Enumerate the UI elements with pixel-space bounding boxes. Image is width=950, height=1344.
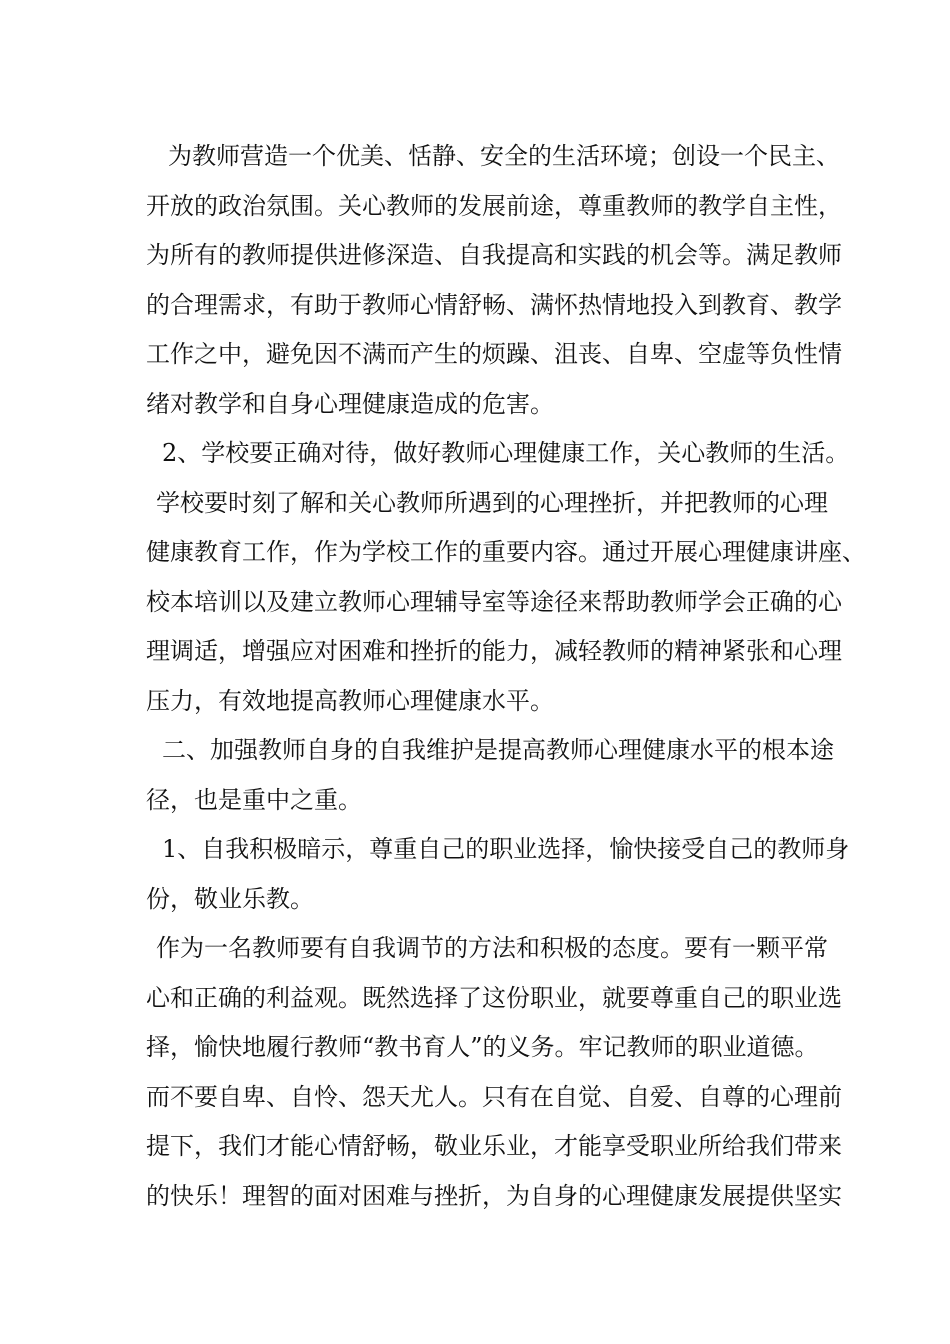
text-line: 理调适，增强应对困难和挫折的能力，减轻教师的精神紧张和心理 <box>146 637 842 665</box>
text-line: 提下，我们才能心情舒畅，敬业乐业，才能享受职业所给我们带来 <box>146 1132 842 1160</box>
text-line: 二、加强教师自身的自我维护是提高教师心理健康水平的根本途 <box>162 736 834 764</box>
text-line: 而不要自卑、自怜、怨天尤人。只有在自觉、自爱、自尊的心理前 <box>146 1082 842 1111</box>
text-line: 择，愉快地履行教师“教书育人”的义务。牢记教师的职业道德。 <box>146 1033 819 1061</box>
document-body <box>146 132 866 1221</box>
text-line: 份，敬业乐教。 <box>146 884 314 913</box>
text-line: 径，也是重中之重。 <box>146 785 362 814</box>
text-line: 学校要时刻了解和关心教师所遇到的心理挫折，并把教师的心理 <box>156 488 828 517</box>
text-line: 为所有的教师提供进修深造、自我提高和实践的机会等。满足教师 <box>146 241 842 269</box>
text-line: 为教师营造一个优美、恬静、安全的生活环境；创设一个民主、 <box>168 142 840 170</box>
text-line: 校本培训以及建立教师心理辅导室等途径来帮助教师学会正确的心 <box>146 587 842 616</box>
text-line: 绪对教学和自身心理健康造成的危害。 <box>146 389 554 418</box>
text-line: 的合理需求，有助于教师心情舒畅、满怀热情地投入到教育、教学 <box>146 290 842 319</box>
text-line: 2、学校要正确对待，做好教师心理健康工作，关心教师的生活。 <box>162 439 850 467</box>
text-line: 心和正确的利益观。既然选择了这份职业，就要尊重自己的职业选 <box>146 983 842 1012</box>
text-line: 1、自我积极暗示，尊重自己的职业选择，愉快接受自己的教师身 <box>162 835 850 863</box>
text-line: 的快乐！理智的面对困难与挫折，为自身的心理健康发展提供坚实 <box>146 1181 842 1210</box>
text-line: 健康教育工作，作为学校工作的重要内容。通过开展心理健康讲座、 <box>146 538 866 566</box>
text-line: 工作之中，避免因不满而产生的烦躁、沮丧、自卑、空虚等负性情 <box>146 340 842 368</box>
text-line: 开放的政治氛围。关心教师的发展前途，尊重教师的教学自主性， <box>146 191 842 220</box>
text-line: 压力，有效地提高教师心理健康水平。 <box>146 686 554 715</box>
text-line: 作为一名教师要有自我调节的方法和积极的态度。要有一颗平常 <box>156 934 828 962</box>
